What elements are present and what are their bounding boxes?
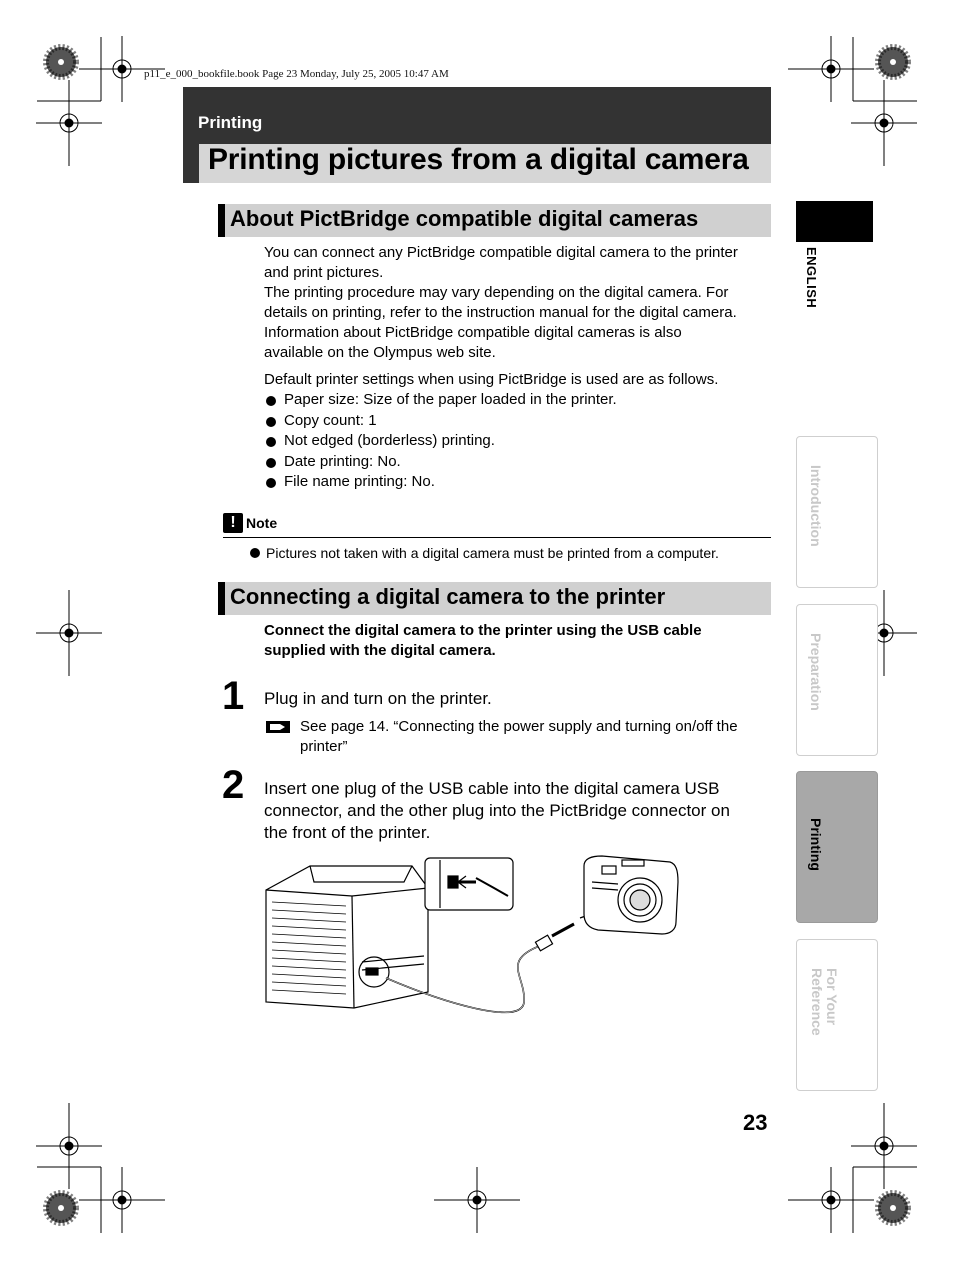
text-line: Connect the digital camera to the printer using the USB cable bbox=[264, 622, 702, 639]
text-line: The printing procedure may vary depending on the digital camera. For bbox=[264, 284, 729, 301]
list-item: Not edged (borderless) printing. bbox=[266, 431, 617, 452]
list-item: Copy count: 1 bbox=[266, 411, 617, 432]
text-line: See page 14. “Connecting the power supply and turning on/off the bbox=[300, 718, 738, 735]
about-intro bbox=[264, 243, 774, 363]
printer-camera-illustration bbox=[262, 852, 682, 1027]
text-line: details on printing, refer to the instruction manual for the digital camera. bbox=[264, 304, 737, 321]
text-line: and print pictures. bbox=[264, 264, 384, 281]
text-line: available on the Olympus web site. bbox=[264, 344, 496, 361]
connecting-instruction bbox=[264, 621, 774, 661]
note-exclamation-icon: ! bbox=[223, 513, 243, 533]
note-divider bbox=[223, 537, 771, 538]
reference-hand-icon bbox=[266, 720, 292, 734]
section-name: Printing bbox=[198, 113, 263, 132]
language-label: ENGLISH bbox=[804, 247, 819, 309]
connecting-heading: Connecting a digital camera to the printer bbox=[230, 584, 666, 609]
tab-label: Preparation bbox=[808, 633, 824, 711]
text-line: the front of the printer. bbox=[264, 823, 431, 842]
page-title: Printing pictures from a digital camera bbox=[208, 143, 749, 176]
reference-text bbox=[292, 717, 738, 757]
note-label: Note bbox=[246, 515, 278, 531]
step-1-text: Plug in and turn on the printer. bbox=[264, 689, 492, 708]
step-1-reference bbox=[266, 717, 771, 757]
step-2-text bbox=[264, 778, 774, 844]
note-text: Pictures not taken with a digital camera must be printed from a computer. bbox=[250, 545, 719, 561]
file-header: p11_e_000_bookfile.book Page 23 Monday, July 25, 2005 10:47 AM bbox=[144, 68, 449, 80]
text-line: You can connect any PictBridge compatible digital camera to the printer bbox=[264, 244, 738, 261]
tab-for-your-reference[interactable] bbox=[796, 939, 878, 1091]
about-heading: About PictBridge compatible digital cameras bbox=[230, 206, 699, 231]
page-number: 23 bbox=[743, 1110, 768, 1135]
defaults-intro: Default printer settings when using PictBridge is used are as follows. bbox=[264, 371, 719, 388]
note-header bbox=[223, 513, 277, 533]
tab-label: Introduction bbox=[808, 465, 824, 547]
defaults-list bbox=[266, 390, 617, 493]
list-item: Paper size: Size of the paper loaded in the printer. bbox=[266, 390, 617, 411]
step-1-number: 1 bbox=[222, 674, 245, 718]
text-line: printer” bbox=[300, 738, 348, 755]
list-item: File name printing: No. bbox=[266, 472, 617, 493]
text-line: connector, and the other plug into the PictBridge connector on bbox=[264, 801, 730, 820]
text-line: Information about PictBridge compatible digital cameras is also bbox=[264, 324, 682, 341]
tab-printing[interactable] bbox=[796, 771, 878, 923]
step-2-number: 2 bbox=[222, 763, 245, 807]
tab-preparation[interactable] bbox=[796, 604, 878, 756]
tab-label: For Your Reference bbox=[809, 968, 840, 1036]
language-tab-marker bbox=[796, 201, 873, 242]
tab-label: Printing bbox=[808, 818, 824, 871]
text-line: Insert one plug of the USB cable into the digital camera USB bbox=[264, 779, 720, 798]
text-line: supplied with the digital camera. bbox=[264, 642, 496, 659]
tab-introduction[interactable] bbox=[796, 436, 878, 588]
list-item: Date printing: No. bbox=[266, 452, 617, 473]
